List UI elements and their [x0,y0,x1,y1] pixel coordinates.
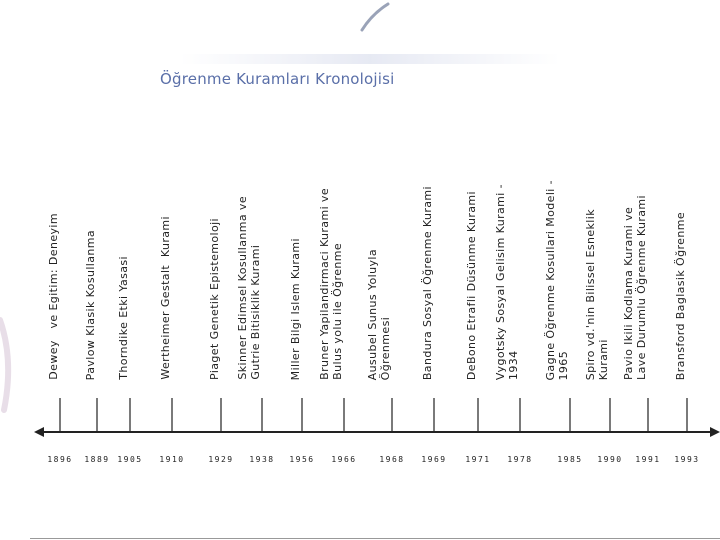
event-label: Wertheimer Gestalt Kurami [159,216,172,380]
event-year: 1966 [331,455,357,464]
event-year: 1991 [635,455,661,464]
event-label: Gagne Öğrenme Kosullari Modeli - 1965 [544,179,570,380]
event-label: Dewey ve Egitim: Deneyim [47,213,60,380]
event-label: Piaget Genetik Epistemoloji [208,218,221,380]
event-year: 1896 [47,455,73,464]
event-year: 1971 [465,455,491,464]
event-year: 1978 [507,455,533,464]
event-year: 1929 [208,455,234,464]
event-year: 1905 [117,455,143,464]
arrow-left-icon [34,427,44,437]
footer-divider [30,538,720,539]
event-year: 1990 [597,455,623,464]
event-year: 1910 [159,455,185,464]
event-label: Pavlow Klasik Kosullanma [84,229,97,380]
event-year: 1956 [289,455,315,464]
event-label: Bruner Yapilandirmaci Kurami ve Bulus yolu ile Öğrenme [318,188,344,380]
event-label: Ausubel Sunus Yoluyla Öğrenmesi [366,248,392,380]
event-label: Thorndike Etki Yasasi [117,256,130,380]
event-year: 1969 [421,455,447,464]
event-label: DeBono Etrafli Düsünme Kurami [465,190,478,380]
event-label: Pavio Ikili Kodlama Kurami ve Lave Durumlu Öğrenme Kurami [622,195,648,380]
arrow-right-icon [710,427,720,437]
event-label: Miller Bilgi Islem Kurami [289,237,302,380]
event-label: Vygotsky Sosyal Gelisim Kurami - 1934 [494,183,520,380]
event-year: 1889 [84,455,110,464]
page-title: Öğrenme Kuramları Kronolojisi [160,70,395,88]
event-label: Spiro vd.'nin Bilissel Esneklik Kurami [584,208,610,380]
event-label: Bandura Sosyal Öğrenme Kurami [421,185,434,380]
event-year: 1938 [249,455,275,464]
event-year: 1993 [674,455,700,464]
event-year: 1968 [379,455,405,464]
event-label: Bransford Baglasik Öğrenme [674,211,687,380]
event-year: 1985 [557,455,583,464]
event-label: Skinner Edimsel Kosullanma ve Gutrie Bitisiklik Kurami [236,196,262,380]
